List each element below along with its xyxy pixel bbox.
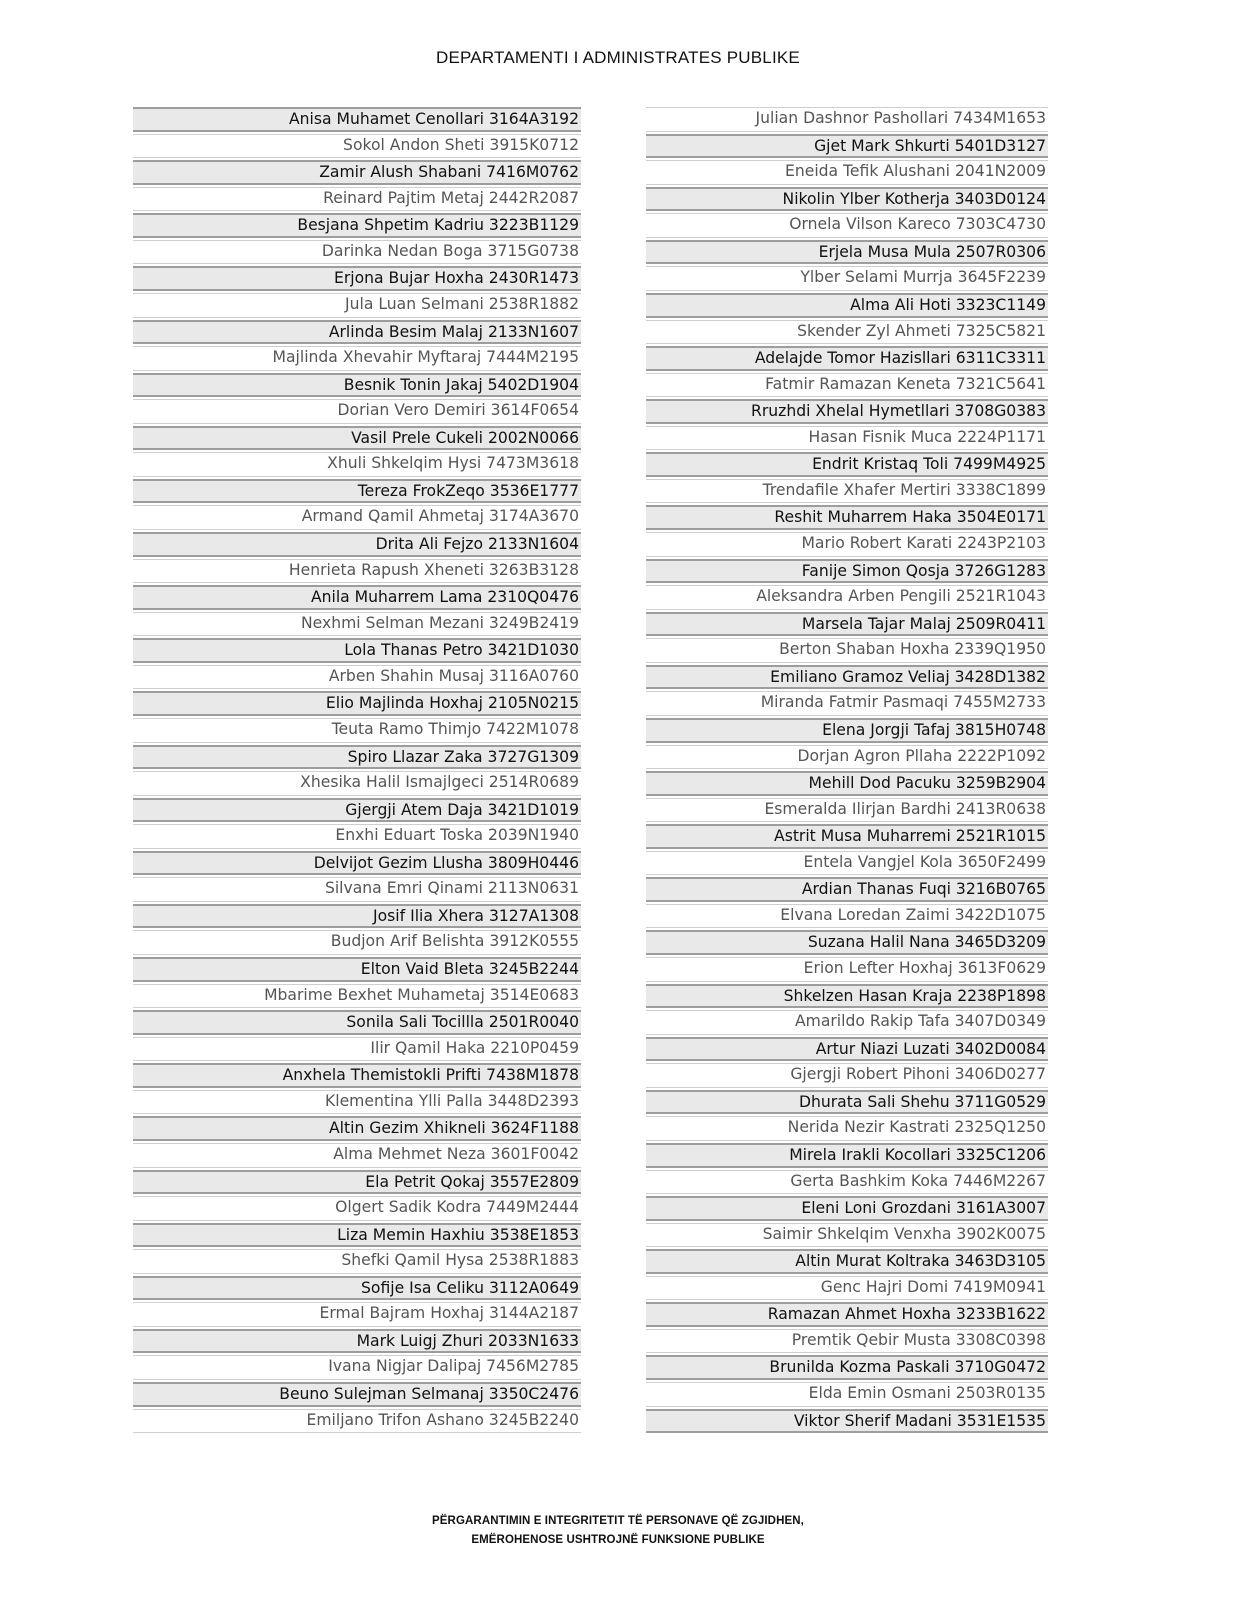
list-item: Berton Shaban Hoxha 2339Q1950 — [646, 638, 1048, 663]
list-item: Adelajde Tomor Hazisllari 6311C3311 — [646, 346, 1048, 371]
list-item: Ylber Selami Murrja 3645F2239 — [646, 266, 1048, 291]
list-item: Mirela Irakli Kocollari 3325C1206 — [646, 1143, 1048, 1168]
list-item: Klementina Ylli Palla 3448D2393 — [133, 1090, 581, 1115]
list-item: Darinka Nedan Boga 3715G0738 — [133, 240, 581, 265]
list-item: Ardian Thanas Fuqi 3216B0765 — [646, 877, 1048, 902]
list-item: Mark Luigj Zhuri 2033N1633 — [133, 1329, 581, 1354]
list-item: Marsela Tajar Malaj 2509R0411 — [646, 612, 1048, 637]
list-item: Silvana Emri Qinami 2113N0631 — [133, 877, 581, 902]
list-item: Vasil Prele Cukeli 2002N0066 — [133, 426, 581, 451]
list-item: Brunilda Kozma Paskali 3710G0472 — [646, 1355, 1048, 1380]
list-item: Saimir Shkelqim Venxha 3902K0075 — [646, 1223, 1048, 1248]
list-item: Xhesika Halil Ismajlgeci 2514R0689 — [133, 771, 581, 796]
list-item: Aleksandra Arben Pengili 2521R1043 — [646, 585, 1048, 610]
list-item: Gjergji Robert Pihoni 3406D0277 — [646, 1063, 1048, 1088]
list-item: Emiliano Gramoz Veliaj 3428D1382 — [646, 665, 1048, 690]
list-item: Suzana Halil Nana 3465D3209 — [646, 930, 1048, 955]
list-item: Premtik Qebir Musta 3308C0398 — [646, 1329, 1048, 1354]
list-item: Jula Luan Selmani 2538R1882 — [133, 293, 581, 318]
list-item: Hasan Fisnik Muca 2224P1171 — [646, 426, 1048, 451]
list-item: Elena Jorgji Tafaj 3815H0748 — [646, 718, 1048, 743]
list-item: Zamir Alush Shabani 7416M0762 — [133, 160, 581, 185]
list-item: Xhuli Shkelqim Hysi 7473M3618 — [133, 452, 581, 477]
list-item: Julian Dashnor Pashollari 7434M1653 — [646, 107, 1048, 132]
list-item: Beuno Sulejman Selmanaj 3350C2476 — [133, 1382, 581, 1407]
names-list-left — [133, 107, 581, 1435]
list-item: Delvijot Gezim Llusha 3809H0446 — [133, 851, 581, 876]
page-title: DEPARTAMENTI I ADMINISTRATES PUBLIKE — [436, 48, 800, 67]
list-item: Spiro Llazar Zaka 3727G1309 — [133, 745, 581, 770]
list-item: Budjon Arif Belishta 3912K0555 — [133, 930, 581, 955]
list-item: Elton Vaid Bleta 3245B2244 — [133, 957, 581, 982]
list-item: Mehill Dod Pacuku 3259B2904 — [646, 771, 1048, 796]
list-item: Esmeralda Ilirjan Bardhi 2413R0638 — [646, 798, 1048, 823]
list-item: Ilir Qamil Haka 2210P0459 — [133, 1037, 581, 1062]
names-list-right — [646, 107, 1048, 1435]
list-item: Dorian Vero Demiri 3614F0654 — [133, 399, 581, 424]
list-item: Ela Petrit Qokaj 3557E2809 — [133, 1170, 581, 1195]
list-item: Skender Zyl Ahmeti 7325C5821 — [646, 320, 1048, 345]
list-item: Astrit Musa Muharremi 2521R1015 — [646, 824, 1048, 849]
list-item: Lola Thanas Petro 3421D1030 — [133, 638, 581, 663]
footer-line-1: PËRGARANTIMIN E INTEGRITETIT TË PERSONAVE QË ZGJIDHEN, — [432, 1515, 804, 1527]
list-item: Altin Gezim Xhikneli 3624F1188 — [133, 1116, 581, 1141]
list-item: Eleni Loni Grozdani 3161A3007 — [646, 1196, 1048, 1221]
list-item: Fanije Simon Qosja 3726G1283 — [646, 559, 1048, 584]
list-item: Henrieta Rapush Xheneti 3263B3128 — [133, 559, 581, 584]
list-item: Alma Ali Hoti 3323C1149 — [646, 293, 1048, 318]
list-item: Arben Shahin Musaj 3116A0760 — [133, 665, 581, 690]
list-item: Ermal Bajram Hoxhaj 3144A2187 — [133, 1302, 581, 1327]
list-item: Nerida Nezir Kastrati 2325Q1250 — [646, 1116, 1048, 1141]
list-item: Besnik Tonin Jakaj 5402D1904 — [133, 373, 581, 398]
list-item: Amarildo Rakip Tafa 3407D0349 — [646, 1010, 1048, 1035]
list-item: Erion Lefter Hoxhaj 3613F0629 — [646, 957, 1048, 982]
list-item: Viktor Sherif Madani 3531E1535 — [646, 1409, 1048, 1434]
list-item: Elvana Loredan Zaimi 3422D1075 — [646, 904, 1048, 929]
list-item: Dorjan Agron Pllaha 2222P1092 — [646, 745, 1048, 770]
list-item: Tereza FrokZeqo 3536E1777 — [133, 479, 581, 504]
list-item: Endrit Kristaq Toli 7499M4925 — [646, 452, 1048, 477]
list-item: Teuta Ramo Thimjo 7422M1078 — [133, 718, 581, 743]
list-item: Erjela Musa Mula 2507R0306 — [646, 240, 1048, 265]
list-item: Ivana Nigjar Dalipaj 7456M2785 — [133, 1355, 581, 1380]
list-item: Eneida Tefik Alushani 2041N2009 — [646, 160, 1048, 185]
footer-line-2: EMËROHENOSE USHTROJNË FUNKSIONE PUBLIKE — [471, 1534, 765, 1546]
list-item: Josif Ilia Xhera 3127A1308 — [133, 904, 581, 929]
list-item: Anisa Muhamet Cenollari 3164A3192 — [133, 107, 581, 132]
list-item: Erjona Bujar Hoxha 2430R1473 — [133, 266, 581, 291]
list-item: Fatmir Ramazan Keneta 7321C5641 — [646, 373, 1048, 398]
list-item: Sonila Sali Tocillla 2501R0040 — [133, 1010, 581, 1035]
list-item: Reinard Pajtim Metaj 2442R2087 — [133, 187, 581, 212]
list-item: Besjana Shpetim Kadriu 3223B1129 — [133, 213, 581, 238]
list-item: Sokol Andon Sheti 3915K0712 — [133, 134, 581, 159]
list-item: Shefki Qamil Hysa 2538R1883 — [133, 1249, 581, 1274]
list-item: Enxhi Eduart Toska 2039N1940 — [133, 824, 581, 849]
list-item: Shkelzen Hasan Kraja 2238P1898 — [646, 984, 1048, 1009]
list-item: Drita Ali Fejzo 2133N1604 — [133, 532, 581, 557]
list-item: Reshit Muharrem Haka 3504E0171 — [646, 505, 1048, 530]
list-item: Elda Emin Osmani 2503R0135 — [646, 1382, 1048, 1407]
list-item: Gjergji Atem Daja 3421D1019 — [133, 798, 581, 823]
list-item: Mario Robert Karati 2243P2103 — [646, 532, 1048, 557]
list-item: Nexhmi Selman Mezani 3249B2419 — [133, 612, 581, 637]
list-item: Trendafile Xhafer Mertiri 3338C1899 — [646, 479, 1048, 504]
list-item: Olgert Sadik Kodra 7449M2444 — [133, 1196, 581, 1221]
list-item: Dhurata Sali Shehu 3711G0529 — [646, 1090, 1048, 1115]
list-item: Alma Mehmet Neza 3601F0042 — [133, 1143, 581, 1168]
page-footer — [0, 1512, 1236, 1550]
list-item: Mbarime Bexhet Muhametaj 3514E0683 — [133, 984, 581, 1009]
list-item: Altin Murat Koltraka 3463D3105 — [646, 1249, 1048, 1274]
list-item: Elio Majlinda Hoxhaj 2105N0215 — [133, 691, 581, 716]
list-item: Liza Memin Haxhiu 3538E1853 — [133, 1223, 581, 1248]
list-item: Emiljano Trifon Ashano 3245B2240 — [133, 1409, 581, 1434]
list-item: Ornela Vilson Kareco 7303C4730 — [646, 213, 1048, 238]
list-item: Rruzhdi Xhelal Hymetllari 3708G0383 — [646, 399, 1048, 424]
list-item: Armand Qamil Ahmetaj 3174A3670 — [133, 505, 581, 530]
list-item: Ramazan Ahmet Hoxha 3233B1622 — [646, 1302, 1048, 1327]
list-item: Anila Muharrem Lama 2310Q0476 — [133, 585, 581, 610]
list-item: Gerta Bashkim Koka 7446M2267 — [646, 1170, 1048, 1195]
list-item: Nikolin Ylber Kotherja 3403D0124 — [646, 187, 1048, 212]
list-item: Arlinda Besim Malaj 2133N1607 — [133, 320, 581, 345]
list-item: Artur Niazi Luzati 3402D0084 — [646, 1037, 1048, 1062]
list-item: Sofije Isa Celiku 3112A0649 — [133, 1276, 581, 1301]
list-item: Genc Hajri Domi 7419M0941 — [646, 1276, 1048, 1301]
list-item: Gjet Mark Shkurti 5401D3127 — [646, 134, 1048, 159]
list-item: Majlinda Xhevahir Myftaraj 7444M2195 — [133, 346, 581, 371]
list-item: Miranda Fatmir Pasmaqi 7455M2733 — [646, 691, 1048, 716]
list-item: Entela Vangjel Kola 3650F2499 — [646, 851, 1048, 876]
list-item: Anxhela Themistokli Prifti 7438M1878 — [133, 1063, 581, 1088]
